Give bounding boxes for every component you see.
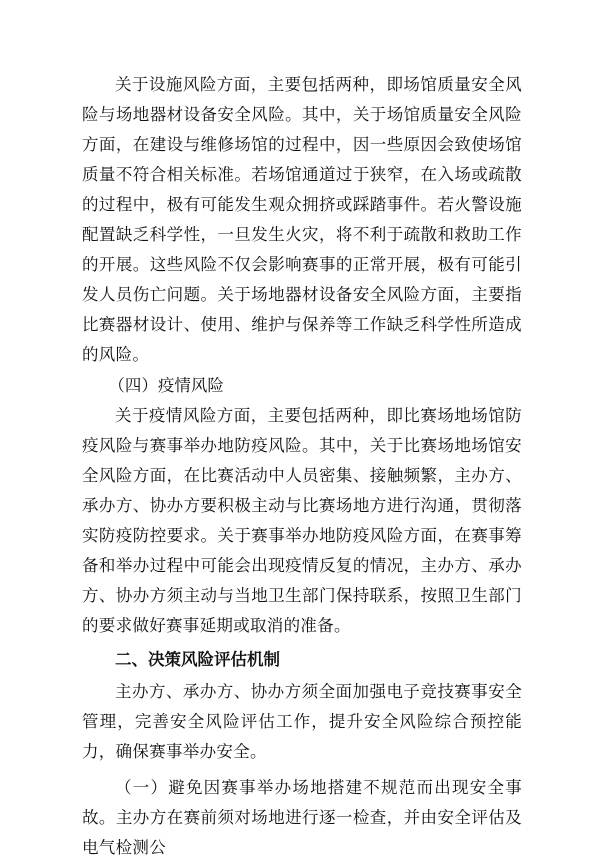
paragraph-venue-setup: （一）避免因赛事举办场地搭建不规范而出现安全事故。主办方在赛前须对场地进行逐一检查，并由安全评估及电气检测公 [82,778,522,857]
paragraph-decision-risk-intro: 主办方、承办方、协办方须全面加强电子竞技赛事安全管理，完善安全风险评估工作，提升安全风险综合预控能力，确保赛事举办安全。 [82,682,522,761]
document-body [82,70,522,863]
subheading-epidemic-risk: （四）疫情风险 [108,376,224,395]
paragraph-epidemic-risk: 关于疫情风险方面，主要包括两种，即比赛场地场馆防疫风险与赛事举办地防疫风险。其中，关于比赛场地场馆安全风险方面，在比赛活动中人员密集、接触频繁，主办方、承办方、协办方要积极主动与比赛场地方进行沟通，贯彻落实防疫防控要求。关于赛事举办地防疫风险方面，在赛事筹备和举办过程中可能会出现疫情反复的情况，主办方、承办方、协办方须主动与当地卫生部门保持联系，按照卫生部门的要求做好赛事延期或取消的准备。 [82,406,522,635]
section-heading-decision-risk: 二、决策风险评估机制 [115,650,280,669]
paragraph-facility-risk: 关于设施风险方面，主要包括两种，即场馆质量安全风险与场地器材设备安全风险。其中，关于场馆质量安全风险方面，在建设与维修场馆的过程中，因一些原因会致使场馆质量不符合相关标准。若场馆通道过于狭窄，在入场或疏散的过程中，极有可能发生观众拥挤或踩踏事件。若火警设施配置缺乏科学性，一旦发生火灾，将不利于疏散和救助工作的开展。这些风险不仅会影响赛事的正常开展，极有可能引发人员伤亡问题。关于场地器材设备安全风险方面，主要指比赛器材设计、使用、维护与保养等工作缺乏科学性所造成的风险。 [82,75,522,364]
